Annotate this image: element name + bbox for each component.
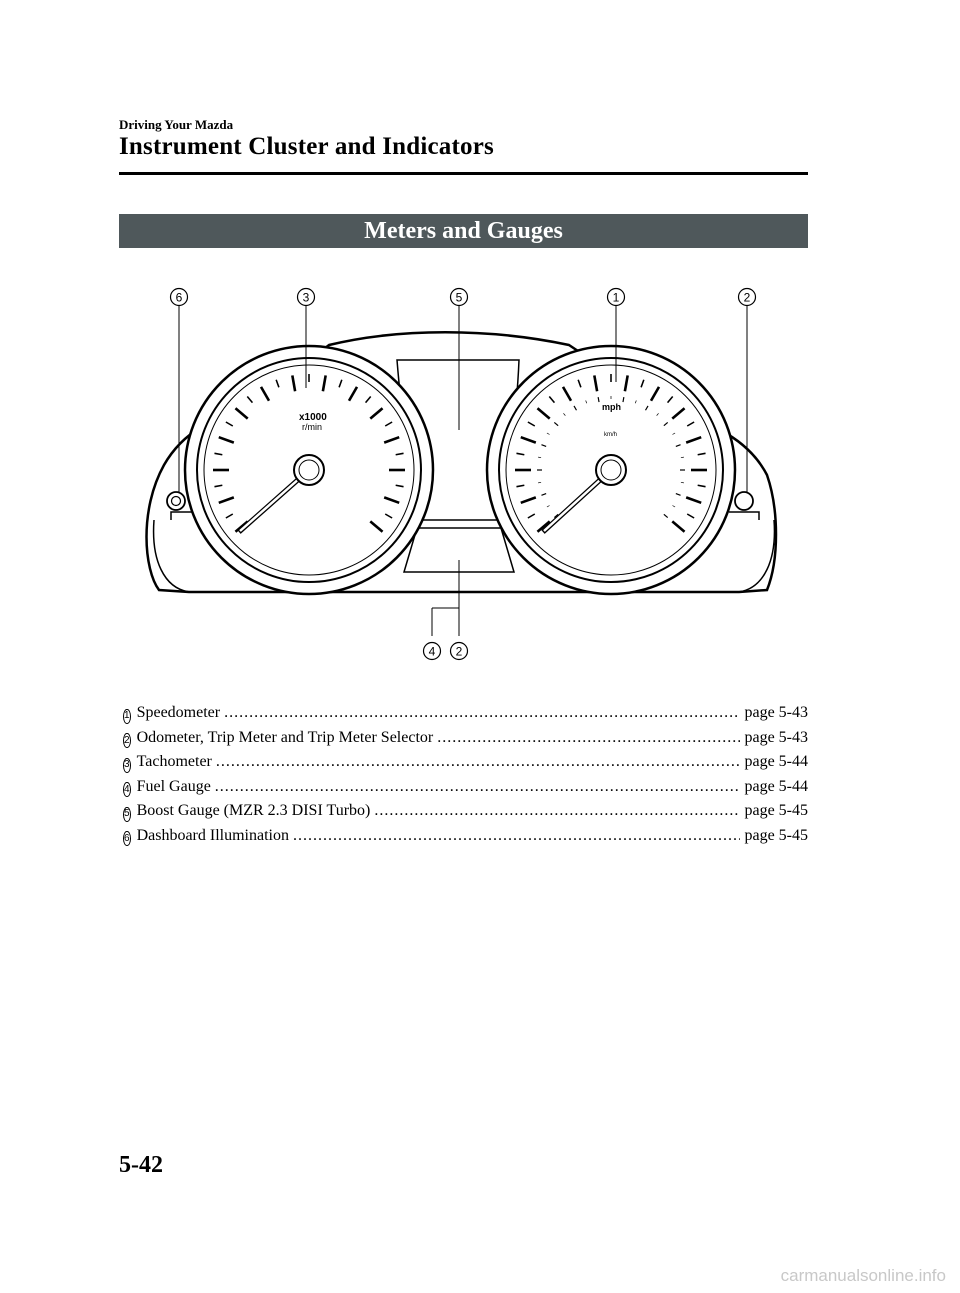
callout-number: 3 — [123, 758, 131, 773]
svg-text:1: 1 — [612, 290, 620, 305]
svg-text:5: 5 — [455, 290, 463, 305]
page-reference: page 5-43 — [744, 728, 808, 746]
callout-marker-1 — [608, 289, 625, 306]
svg-text:2: 2 — [743, 290, 751, 305]
dot-leader — [215, 778, 741, 796]
callout-item-tachometer — [119, 753, 808, 778]
speed-unit-sub: km/h — [604, 432, 618, 438]
callout-label: Odometer, Trip Meter and Trip Meter Selector — [136, 728, 434, 746]
kmh-tick — [623, 397, 624, 402]
speed-unit-main: mph — [602, 402, 621, 412]
kmh-tick — [538, 457, 541, 458]
callout-item-speedometer — [119, 704, 808, 729]
svg-text:3: 3 — [302, 290, 310, 305]
callout-item-dashboard-illumination — [119, 827, 808, 852]
callout-number: 5 — [123, 807, 131, 822]
kmh-tick — [681, 482, 684, 483]
dot-leader — [293, 827, 740, 845]
callout-marker-6 — [171, 289, 188, 306]
callout-marker-5 — [451, 289, 468, 306]
page-title: Instrument Cluster and Indicators — [119, 133, 494, 160]
page-reference: page 5-44 — [744, 777, 808, 795]
page-number: 5-42 — [119, 1152, 163, 1178]
page-reference: page 5-43 — [744, 704, 808, 721]
callout-number: 1 — [123, 709, 131, 724]
watermark-text: carmanualsonline.info — [780, 1266, 946, 1285]
tach-unit-bottom: r/min — [302, 422, 322, 432]
page-reference: page 5-45 — [744, 826, 808, 844]
heading-rule — [119, 172, 808, 175]
tachometer-hub-inner — [299, 460, 319, 480]
section-label: Driving Your Mazda — [119, 117, 234, 132]
callout-label: Fuel Gauge — [136, 777, 211, 795]
callout-item-odometer — [119, 729, 808, 754]
tach-unit-top: x1000 — [299, 412, 327, 423]
trip-selector-knob — [735, 492, 753, 510]
section-banner — [119, 214, 808, 248]
callout-number: 4 — [123, 782, 131, 797]
callout-number: 6 — [123, 831, 131, 846]
callout-label: Dashboard Illumination — [136, 826, 289, 844]
callout-label: Boost Gauge (MZR 2.3 DISI Turbo) — [136, 802, 371, 819]
kmh-tick — [681, 457, 684, 458]
banner-title: Meters and Gauges — [364, 217, 563, 244]
callout-label: Speedometer — [136, 704, 221, 721]
callout-marker-3 — [298, 289, 315, 306]
instrument-cluster-figure — [119, 270, 809, 670]
page-reference: page 5-45 — [744, 802, 808, 819]
dot-leader — [216, 753, 741, 771]
callout-number: 2 — [123, 733, 131, 748]
page-reference: page 5-44 — [744, 753, 808, 770]
dot-leader — [374, 802, 740, 820]
kmh-tick — [598, 397, 599, 402]
speedometer-hub-inner — [601, 460, 621, 480]
dot-leader — [437, 729, 740, 747]
dot-leader — [224, 704, 740, 722]
callout-legend — [119, 704, 808, 851]
callout-item-fuel-gauge — [119, 778, 808, 803]
callout-marker-2-lower — [451, 643, 468, 660]
callout-label: Tachometer — [136, 753, 212, 770]
callout-marker-4 — [424, 643, 441, 660]
svg-text:4: 4 — [428, 644, 436, 659]
callout-item-boost-gauge — [119, 802, 808, 827]
kmh-tick — [538, 482, 541, 483]
callout-marker-2 — [739, 289, 756, 306]
svg-text:2: 2 — [455, 644, 463, 659]
svg-text:6: 6 — [175, 290, 183, 305]
illumination-knob — [167, 492, 185, 510]
